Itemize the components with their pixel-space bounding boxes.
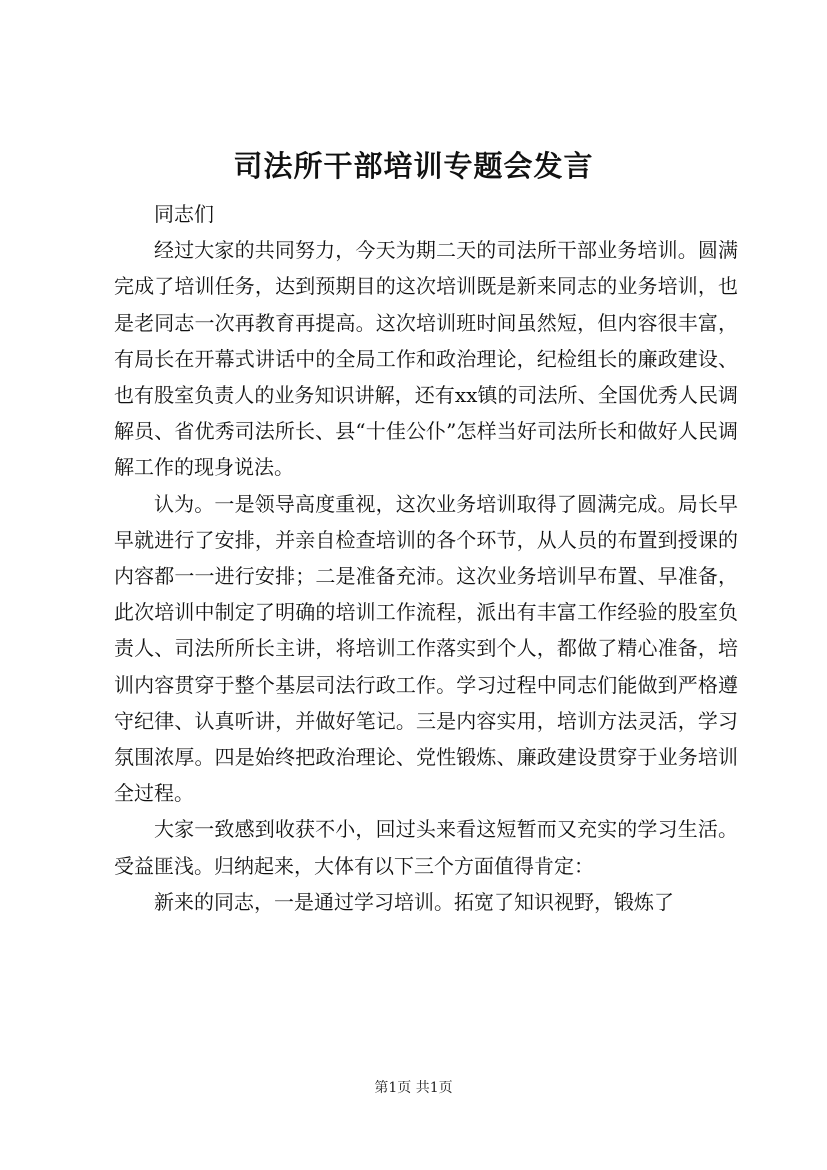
document-body [114, 196, 738, 920]
page-number-footer: 第1页 共1页 [374, 1080, 453, 1096]
paragraph-1: 经过大家的共同努力，今天为期二天的司法所干部业务培训。圆满完成了培训任务，达到预期目的这次培训既是新来同志的业务培训，也是老同志一次再教育再提高。这次培训班时间虽然短，但内容很丰富，有局长在开幕式讲话中的全局工作和政治理论，纪检组长的廉政建设、也有股室负责人的业务知识讲解，还有xx镇的司法所、全国优秀人民调解员、省优秀司法所长、县“十佳公仆”怎样当好司法所长和做好人民调解工作的现身说法。 [114, 238, 738, 480]
greeting-line: 同志们 [154, 202, 214, 226]
paragraph-2: 认为。一是领导高度重视，这次业务培训取得了圆满完成。局长早早就进行了安排，并亲自检查培训的各个环节，从人员的布置到授课的内容都一一进行安排；二是准备充沛。这次业务培训早布置、早准备，此次培训中制定了明确的培训工作流程，派出有丰富工作经验的股室负责人、司法所所长主讲，将培训工作落实到个人，都做了精心准备，培训内容贯穿于整个基层司法行政工作。学习过程中同志们能做到严格遵守纪律、认真听讲，并做好笔记。三是内容实用，培训方法灵活，学习氛围浓厚。四是始终把政治理论、党性锻炼、廉政建设贯穿于业务培训全过程。 [114, 491, 738, 806]
paragraph-3: 大家一致感到收获不小，回过头来看这短暂而又充实的学习生活。受益匪浅。归纳起来，大体有以下三个方面值得肯定： [114, 817, 738, 878]
paragraph-4: 新来的同志，一是通过学习培训。拓宽了知识视野，锻炼了 [154, 889, 674, 914]
document-title: 司法所干部培训专题会发言 [233, 149, 594, 183]
